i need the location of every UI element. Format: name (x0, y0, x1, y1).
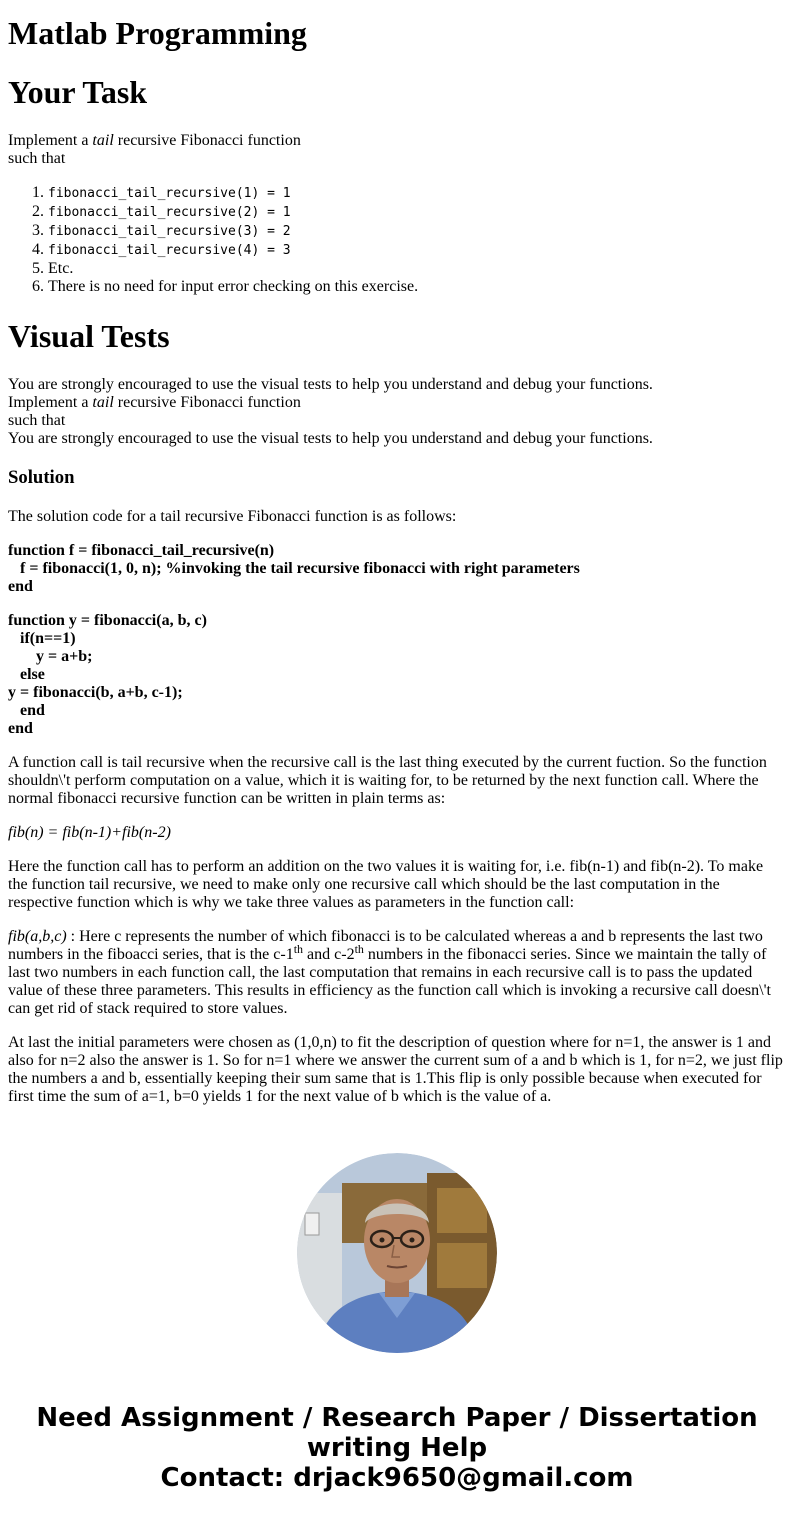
list-item-code: fibonacci_tail_recursive(2) = 1 (48, 205, 291, 220)
code-line: f = fibonacci(1, 0, n); %invoking the tail recursive fibonacci with right parameters (20, 560, 580, 577)
list-item-code: fibonacci_tail_recursive(1) = 1 (48, 186, 291, 201)
task-intro-em: tail (92, 132, 114, 149)
code-line: y = a+b; (36, 648, 93, 665)
visual-tests-line4: You are strongly encouraged to use the visual tests to help you understand and debug your functions. (8, 430, 653, 447)
author-avatar (297, 1153, 497, 1353)
para3-b: and c-2 (303, 946, 355, 963)
code-line: function y = fibonacci(a, b, c) (8, 612, 207, 629)
list-item-code: fibonacci_tail_recursive(4) = 3 (48, 243, 291, 258)
promo-line-2: writing Help (306, 1433, 488, 1463)
list-item (48, 241, 786, 260)
task-heading: Your Task (8, 74, 148, 110)
visual-tests-text (8, 376, 786, 448)
solution-para-1: A function call is tail recursive when the recursive call is the last thing executed by the current fuction. So the function shouldn\'t perform computation on a value, which it is waiting for, to be returned by the next function call. Where the normal fibonacci recursive function can be written in plain terms as: (8, 754, 767, 807)
para3-em: fib(a,b,c) (8, 928, 67, 945)
solution-heading: Solution (8, 467, 75, 488)
solution-intro: The solution code for a tail recursive Fibonacci function is as follows: (8, 508, 457, 525)
visual-tests-line2-suffix: recursive Fibonacci function (113, 394, 301, 411)
code-line: end (20, 702, 45, 719)
code-line: end (8, 578, 33, 595)
para3-c: numbers in the fibonacci series. Since we maintain the tally of last two numbers in each function call, the last computation that remains in each recursive call is to pass the updated value of these three parameters. This results in efficiency as the function call which is invoking a recursive call doesn\'t can get rid of stack required to store values. (8, 946, 771, 1017)
solution-para-4: At last the initial parameters were chosen as (1,0,n) to fit the description of question where for n=1, the answer is 1 and also for n=2 also the answer is 1. So for n=1 where we answer the current sum of a and b which is 1, for n=2, we just flip the numbers a and b, essentially keeping their sum same that is 1.This flip is only possible because when executed for first time the sum of a=1, b=0 yields 1 for the next value of b which is the value of a. (8, 1034, 783, 1105)
list-item (48, 203, 786, 222)
task-intro-prefix: Implement a (8, 132, 93, 149)
promo-banner (0, 1403, 794, 1493)
visual-tests-line2-em: tail (92, 394, 114, 411)
list-item: 5. Etc. (48, 260, 786, 278)
code-line: else (20, 666, 45, 683)
code-block-1 (8, 542, 786, 596)
visual-tests-line1: You are strongly encouraged to use the visual tests to help you understand and debug your functions. (8, 376, 653, 393)
visual-tests-line3: such that (8, 412, 66, 429)
para3-sup1: th (293, 942, 304, 956)
solution-para-2: Here the function call has to perform an addition on the two values it is waiting for, i.e. fib(n-1) and fib(n-2). To make the function tail recursive, we need to make only one recursive call which should be the last computation in the respective function which is why we take three values as parameters in the function call: (8, 858, 764, 911)
task-list (8, 184, 786, 296)
task-intro-line2: such that (8, 150, 66, 167)
code-line: y = fibonacci(b, a+b, c-1); (8, 684, 183, 701)
task-intro (8, 132, 786, 168)
promo-contact: Contact: drjack9650@gmail.com (160, 1463, 634, 1493)
list-item-code: fibonacci_tail_recursive(3) = 2 (48, 224, 291, 239)
code-line: function f = fibonacci_tail_recursive(n) (8, 542, 275, 559)
page-title: Matlab Programming (8, 15, 307, 51)
page-content (0, 15, 794, 1106)
list-item: 6. There is no need for input error checking on this exercise. (48, 278, 786, 296)
formula-text: fib(n) = fib(n-1)+fib(n-2) (8, 824, 171, 841)
visual-tests-heading: Visual Tests (8, 318, 170, 354)
para3-sup2: th (354, 942, 364, 956)
code-block-2 (8, 612, 786, 738)
list-item (48, 222, 786, 241)
solution-formula (8, 824, 786, 842)
promo-line-1: Need Assignment / Research Paper / Dissertation (36, 1403, 758, 1433)
avatar-photo (297, 1153, 497, 1353)
code-line: end (8, 720, 33, 737)
visual-tests-line2-prefix: Implement a (8, 394, 93, 411)
list-item (48, 184, 786, 203)
solution-para-3 (8, 928, 786, 1018)
task-intro-suffix: recursive Fibonacci function (113, 132, 301, 149)
code-line: if(n==1) (20, 630, 76, 647)
para3-a: : Here c represents the number of which fibonacci is to be calculated whereas a and b represents the last two numbers in the fiboacci series, that is the c-1 (8, 928, 763, 963)
